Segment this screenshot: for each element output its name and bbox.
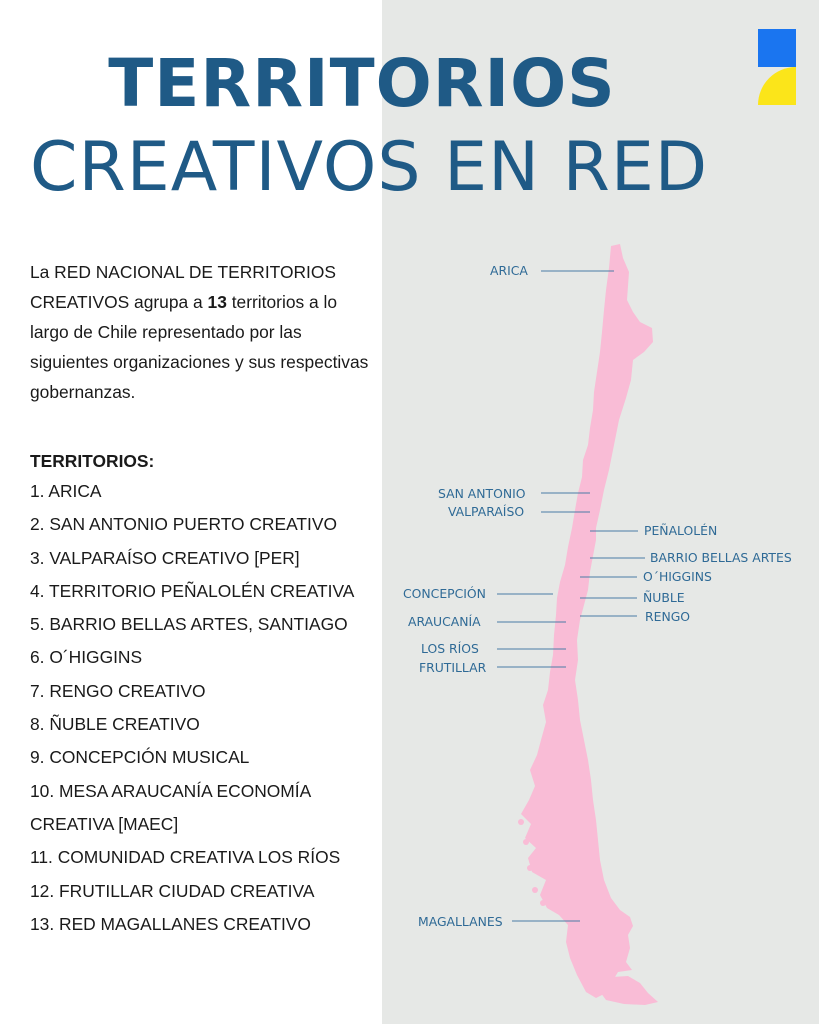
intro-count: 13 xyxy=(207,292,227,312)
map-label-concepcion: CONCEPCIÓN xyxy=(403,586,486,601)
intro-text-after: territorios a lo largo de Chile representado por las siguientes organizaciones y sus respectivas gobernanzas. xyxy=(30,292,369,402)
map-label-bellas-artes: BARRIO BELLAS ARTES xyxy=(650,550,792,565)
island xyxy=(523,839,529,845)
territory-item: 9. CONCEPCIÓN MUSICAL xyxy=(30,747,250,768)
chile-shape xyxy=(518,244,658,1005)
territory-item: 4. TERRITORIO PEÑALOLÉN CREATIVA xyxy=(30,580,355,601)
territory-item: 8. ÑUBLE CREATIVO xyxy=(30,714,200,735)
territory-item: 1. ARICA xyxy=(30,481,102,501)
island xyxy=(527,865,533,871)
map-label-san-antonio: SAN ANTONIO xyxy=(438,486,526,501)
chile-mainland xyxy=(521,244,653,998)
territory-item: 13. RED MAGALLANES CREATIVO xyxy=(30,913,311,934)
territory-item: 2. SAN ANTONIO PUERTO CREATIVO xyxy=(30,514,337,535)
map-label-rengo: RENGO xyxy=(645,609,691,624)
map-label-arica: ARICA xyxy=(490,263,528,278)
map-label-los-rios: LOS RÍOS xyxy=(421,641,479,656)
territory-item: 6. O´HIGGINS xyxy=(30,647,143,668)
territory-item-continuation: CREATIVA [MAEC] xyxy=(30,813,179,834)
territory-item: 7. RENGO CREATIVO xyxy=(30,680,206,701)
territory-item: 11. COMUNIDAD CREATIVA LOS RÍOS xyxy=(30,847,341,868)
map-label-valparaiso: VALPARAÍSO xyxy=(448,504,525,519)
title-line-2: CREATIVOS EN RED xyxy=(30,128,709,207)
map-labels xyxy=(403,263,792,929)
island xyxy=(532,887,538,893)
map-label-ohiggins: O´HIGGINS xyxy=(643,569,712,584)
map-label-frutillar: FRUTILLAR xyxy=(419,660,487,675)
territory-item: 12. FRUTILLAR CIUDAD CREATIVA xyxy=(30,880,315,901)
map-label-araucania: ARAUCANÍA xyxy=(408,614,481,629)
intro-text-before: La RED NACIONAL DE TERRITORIOS CREATIVOS agrupa a xyxy=(30,262,337,312)
territory-item: 3. VALPARAÍSO CREATIVO [PER] xyxy=(30,547,300,568)
territories-heading: TERRITORIOS: xyxy=(30,451,155,471)
territory-item: 5. BARRIO BELLAS ARTES, SANTIAGO xyxy=(30,614,348,635)
map-label-magallanes: MAGALLANES xyxy=(418,914,503,929)
map-label-penalolen: PEÑALOLÉN xyxy=(644,523,718,538)
island xyxy=(518,819,524,825)
title-line-1: TERRITORIOS xyxy=(108,45,616,122)
territory-item: 10. MESA ARAUCANÍA ECONOMÍA xyxy=(30,780,312,801)
island xyxy=(540,900,546,906)
map-label-nuble: ÑUBLE xyxy=(643,590,685,605)
